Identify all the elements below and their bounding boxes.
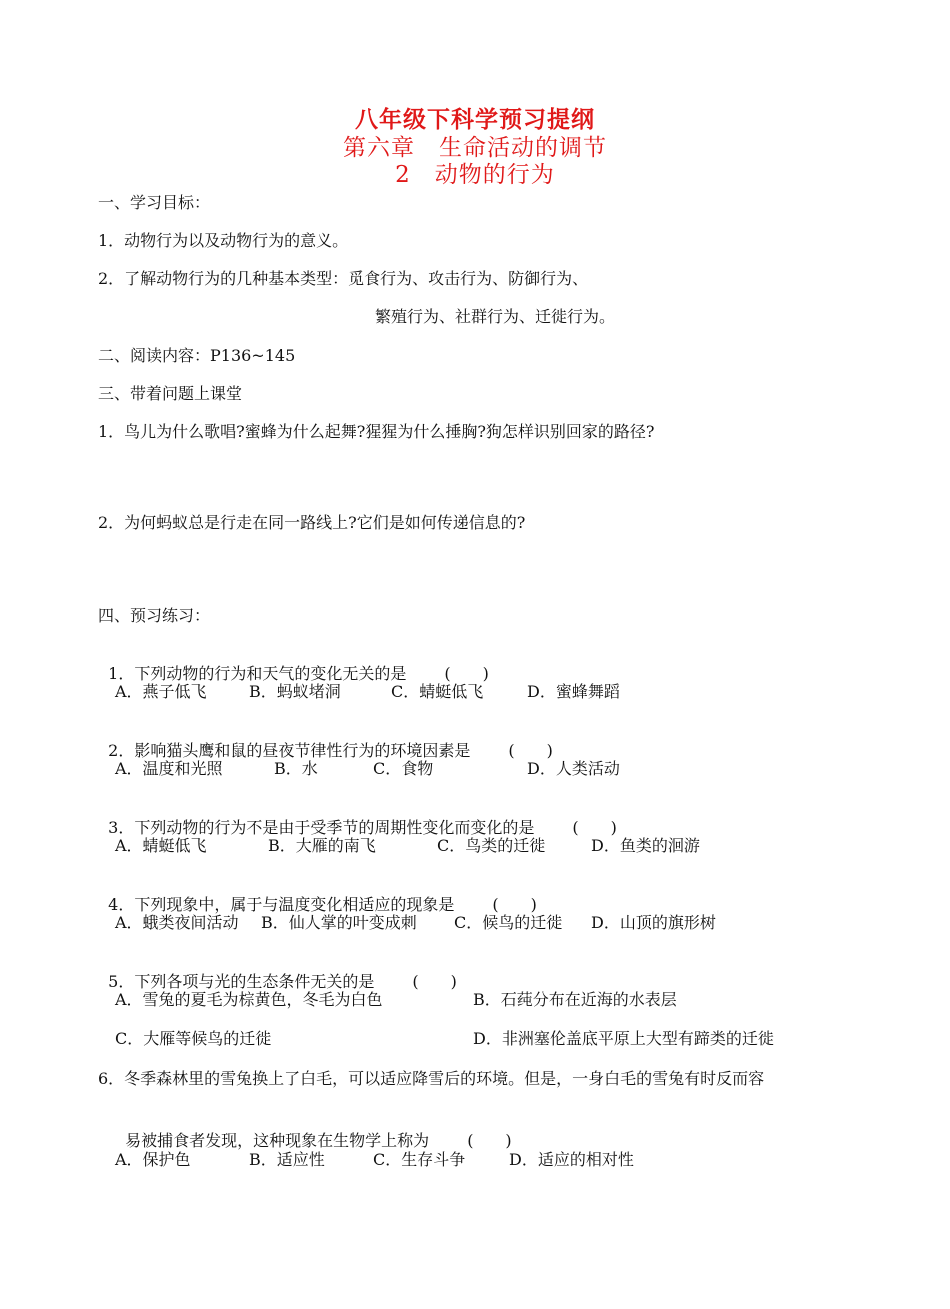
question-stem xyxy=(98,798,617,838)
question-text: 3．下列动物的行为不是由于受季节的周期性变化而变化的是 xyxy=(108,818,535,837)
option-a: A．蜻蜓低飞 xyxy=(115,836,207,855)
option-d: D．适应的相对性 xyxy=(509,1150,634,1169)
question-text: 4．下列现象中，属于与温度变化相适应的现象是 xyxy=(108,895,455,914)
option-a: A．蛾类夜间活动 xyxy=(115,913,239,932)
option-b: B．石莼分布在近海的水表层 xyxy=(473,990,677,1009)
page-title: 八年级下科学预习提纲 xyxy=(355,106,595,133)
question-text: 5．下列各项与光的生态条件无关的是 xyxy=(108,972,375,991)
section-title: 2 动物的行为 xyxy=(395,162,555,188)
learning-goal-2-line1: 2．了解动物行为的几种基本类型：觅食行为、攻击行为、防御行为、 xyxy=(98,269,589,288)
option-c: C．食物 xyxy=(373,759,434,778)
question-stem xyxy=(98,952,457,992)
learning-goal-1: 1．动物行为以及动物行为的意义。 xyxy=(98,231,349,250)
learning-goals-heading: 一、学习目标： xyxy=(98,193,211,212)
answer-blank: ( ) xyxy=(572,818,617,837)
option-row xyxy=(115,1150,815,1250)
option-a: A．燕子低飞 xyxy=(115,682,207,701)
answer-blank: ( ) xyxy=(492,895,537,914)
option-a: A．雪兔的夏毛为棕黄色，冬毛为白色 xyxy=(115,990,383,1009)
question-stem xyxy=(98,875,537,915)
practice-heading: 四、预习练习： xyxy=(98,606,211,625)
option-b: B．大雁的南飞 xyxy=(268,836,376,855)
option-d: D．蜜蜂舞蹈 xyxy=(527,682,620,701)
guiding-question-1: 1．鸟儿为什么歌唱?蜜蜂为什么起舞?猩猩为什么捶胸?狗怎样识别回家的路径? xyxy=(98,422,655,441)
option-d: D．非洲塞伦盖底平原上大型有蹄类的迁徙 xyxy=(473,1029,774,1048)
answer-blank: ( ) xyxy=(508,741,553,760)
option-c: C．候鸟的迁徙 xyxy=(454,913,563,932)
learning-goal-2-line2: 繁殖行为、社群行为、迁徙行为。 xyxy=(375,307,616,326)
guiding-question-2: 2．为何蚂蚁总是行走在同一路线上?它们是如何传递信息的? xyxy=(98,513,526,532)
question-stem-line2 xyxy=(115,1111,512,1151)
answer-blank: ( ) xyxy=(467,1131,512,1150)
question-text: 易被捕食者发现，这种现象在生物学上称为 xyxy=(125,1131,430,1150)
question-text: 2．影响猫头鹰和鼠的昼夜节律性行为的环境因素是 xyxy=(108,741,471,760)
chapter-title: 第六章 生命活动的调节 xyxy=(343,135,607,161)
option-b: B．蚂蚁堵洞 xyxy=(249,682,341,701)
option-b: B．适应性 xyxy=(249,1150,325,1169)
question-stem xyxy=(98,721,553,761)
question-text: 1．下列动物的行为和天气的变化无关的是 xyxy=(108,664,407,683)
reading-content-heading: 二、阅读内容：P136~145 xyxy=(98,346,296,365)
option-c: C．鸟类的迁徙 xyxy=(437,836,546,855)
option-c: C．大雁等候鸟的迁徙 xyxy=(115,1029,272,1048)
answer-blank: ( ) xyxy=(444,664,489,683)
option-d: D．鱼类的洄游 xyxy=(591,836,700,855)
option-b: B．水 xyxy=(274,759,318,778)
option-b: B．仙人掌的叶变成刺 xyxy=(261,913,417,932)
option-a: A．温度和光照 xyxy=(115,759,223,778)
option-d: D．山顶的旗形树 xyxy=(591,913,716,932)
option-c: C．蜻蜓低飞 xyxy=(391,682,484,701)
question-stem-line1: 6．冬季森林里的雪兔换上了白毛，可以适应降雪后的环境。但是，一身白毛的雪兔有时反而容 xyxy=(98,1069,765,1088)
option-c: C．生存斗争 xyxy=(373,1150,466,1169)
option-a: A．保护色 xyxy=(115,1150,191,1169)
option-d: D．人类活动 xyxy=(527,759,620,778)
question-stem xyxy=(98,644,489,684)
answer-blank: ( ) xyxy=(412,972,457,991)
questions-heading: 三、带着问题上课堂 xyxy=(98,384,243,403)
